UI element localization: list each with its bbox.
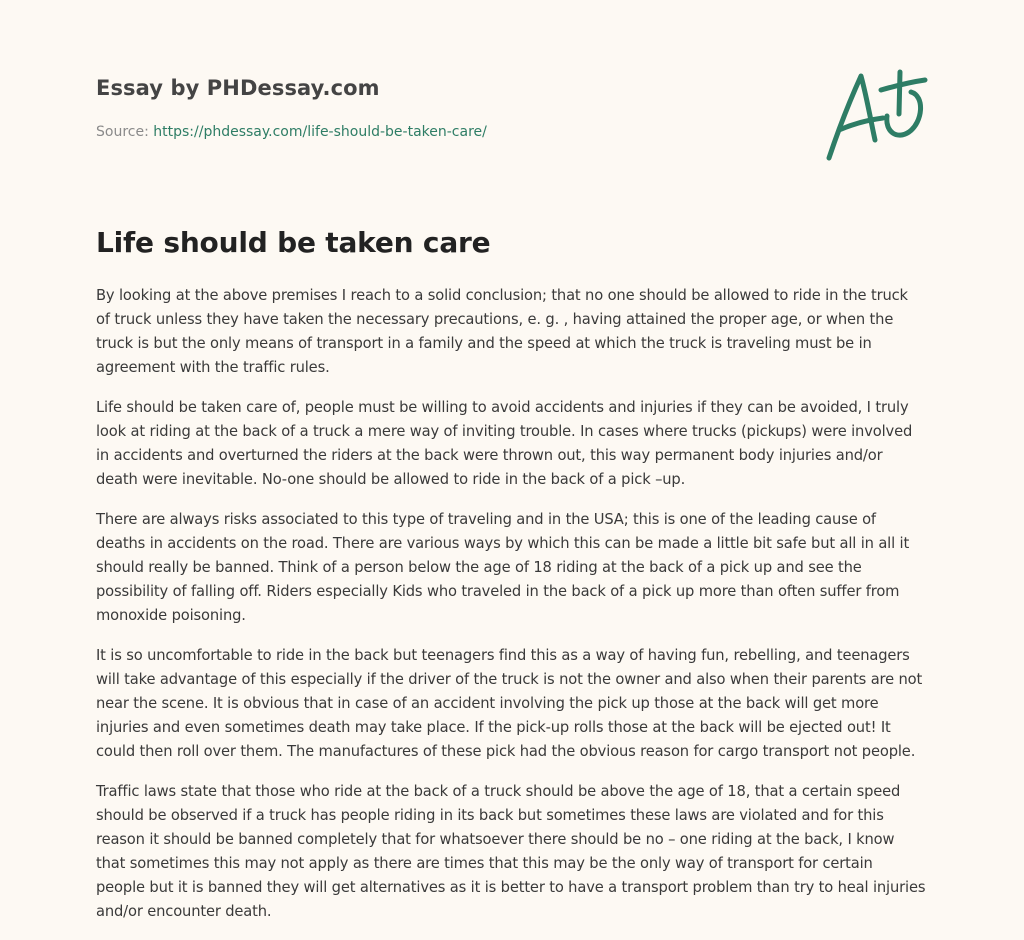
- essay-paragraph: Traffic laws state that those who ride at the back of a truck should be above the age of 18, that a certain speed should be observed if a truck has people riding in its back but sometimes these laws are violated and for this reason it should be banned completely that for whatsoever there should be no – one riding at the back, I know that sometimes this may not apply as there are times that this may be the only way of transport for certain people but it is banned they will get alternatives as it is better to have a transport problem than try to heal injuries and/or encounter death.: [96, 783, 926, 920]
- source-line: [96, 124, 487, 140]
- essay-paragraph: It is so uncomfortable to ride in the back but teenagers find this as a way of having fun, rebelling, and teenagers will take advantage of this especially if the driver of the truck is not the owner and also when their parents are not near the scene. It is obvious that in case of an accident involving the pick up those at the back will get more injuries and even sometimes death may take place. If the pick-up rolls those at the back will be ejected out! It could then roll over them. The manufactures of these pick had the obvious reason for cargo transport not people.: [96, 647, 923, 760]
- essay-paragraph: There are always risks associated to this type of traveling and in the USA; this is one of the leading cause of deaths in accidents on the road. There are various ways by which this can be made a little bit safe but all in all it should really be banned. Think of a person below the age of 18 riding at the back of a pick up and see the possibility of falling off. Riders especially Kids who traveled in the back of a pick up more than often suffer from monoxide poisoning.: [96, 511, 910, 624]
- essay-paragraph: By looking at the above premises I reach to a solid conclusion; that no one should be allowed to ride in the truck of truck unless they have taken the necessary precautions, e. g. , having attained the proper age, or when the truck is but the only means of transport in a family and the speed at which the truck is traveling must be in agreement with the traffic rules.: [96, 287, 908, 376]
- source-label: Source:: [96, 124, 154, 140]
- essay-body: [96, 284, 926, 940]
- source-link[interactable]: https://phdessay.com/life-should-be-taken-care/: [153, 124, 487, 140]
- a-plus-grade-icon: [825, 66, 929, 164]
- essay-paragraph: Life should be taken care of, people must be willing to avoid accidents and injuries if they can be avoided, I truly look at riding at the back of a truck a mere way of inviting trouble. In cases where trucks (pickups) were involved in accidents and overturned the riders at the back were thrown out, this way permanent body injuries and/or death were inevitable. No-one should be allowed to ride in the back of a pick –up.: [96, 399, 913, 488]
- site-brand-title: Essay by PHDessay.com: [96, 76, 380, 100]
- essay-title: Life should be taken care: [96, 226, 491, 259]
